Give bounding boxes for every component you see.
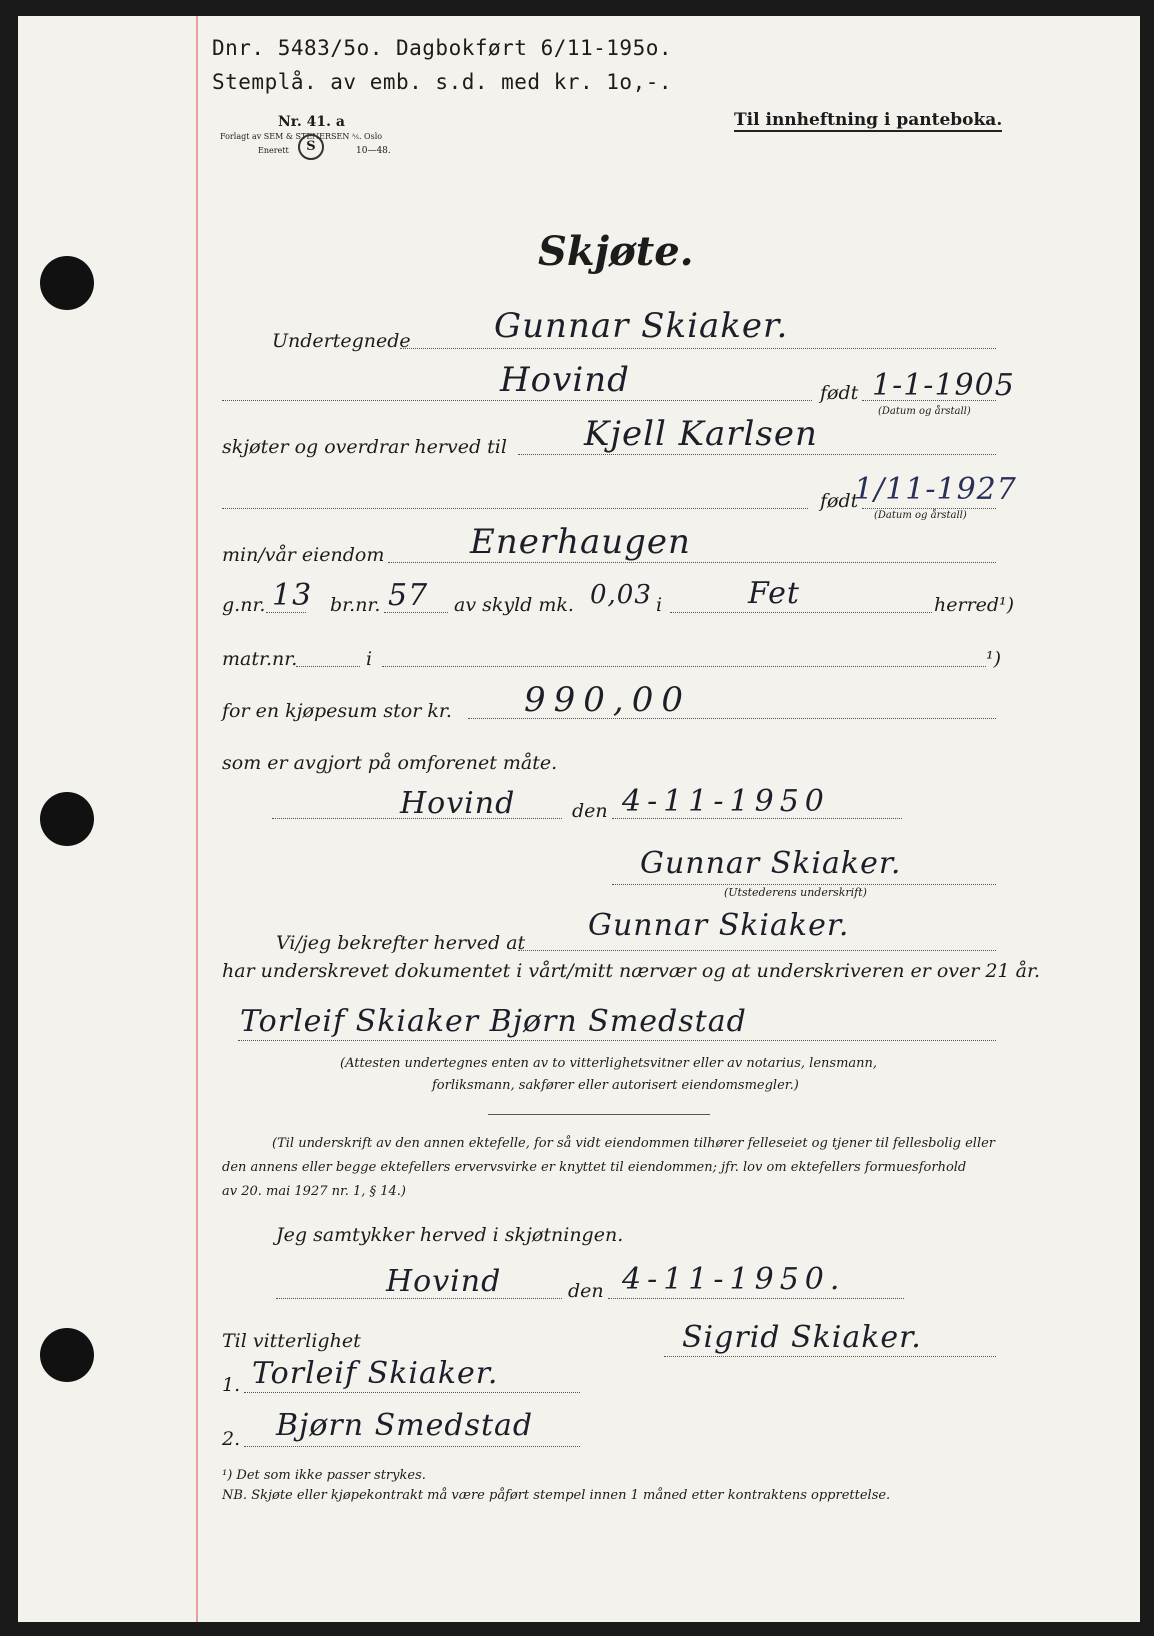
matr-i: i xyxy=(366,648,373,670)
skyld-value: 0,03 xyxy=(590,580,652,610)
eiendom-label: min/vår eiendom xyxy=(222,544,385,566)
den-label: den xyxy=(572,800,608,822)
attest-witness-signatures: Torleif Skiaker Bjørn Smedstad xyxy=(240,1004,747,1039)
herred-label: herred¹) xyxy=(934,594,1015,616)
i-label: i xyxy=(656,594,663,616)
attest-note-1: (Attesten undertegnes enten av to vitterlighetsvitner eller av notarius, lensmann, xyxy=(340,1056,878,1071)
spouse-place-handwritten: Hovind xyxy=(386,1264,502,1299)
seller-place-handwritten: Hovind xyxy=(500,360,630,400)
fodt-label-2: født xyxy=(820,490,859,512)
brnr-value: 57 xyxy=(388,578,429,613)
dotted-line xyxy=(382,666,986,667)
witness-2-number: 2. xyxy=(222,1428,241,1450)
dotted-line xyxy=(222,400,812,401)
witness-1-signature: Torleif Skiaker. xyxy=(252,1356,499,1391)
edition-text: 10—48. xyxy=(356,146,391,156)
date-handwritten: 4-11-1950 xyxy=(622,784,830,819)
spouse-note-3: av 20. mai 1927 nr. 1, § 14.) xyxy=(222,1184,406,1199)
seller-name-handwritten: Gunnar Skiaker. xyxy=(494,306,789,346)
header-right: Til innheftning i panteboka. xyxy=(734,110,1003,130)
dotted-line xyxy=(612,884,996,885)
punch-hole-middle xyxy=(40,792,94,846)
datum-hint: (Datum og årstall) xyxy=(878,406,971,417)
witness-2-signature: Bjørn Smedstad xyxy=(276,1408,534,1443)
spouse-den-label: den xyxy=(568,1280,604,1302)
dotted-line xyxy=(244,1392,580,1393)
dotted-line xyxy=(388,562,996,563)
attest-note-2: forliksmann, sakfører eller autorisert eiendomsmegler.) xyxy=(432,1078,799,1093)
publisher-text: Forlagt av SEM & STENERSEN ⅍. Oslo xyxy=(220,132,383,141)
kjopesum-value: 990,00 xyxy=(524,680,691,720)
witness-label: Til vitterlighet xyxy=(222,1330,361,1352)
issuer-sig-label: (Utstederens underskrift) xyxy=(724,886,867,899)
skjoter-label: skjøter og overdrar herved til xyxy=(222,436,507,458)
brnr-label: br.nr. xyxy=(330,594,381,616)
fodt-label: født xyxy=(820,382,859,404)
margin-line xyxy=(196,16,198,1622)
herred-value: Fet xyxy=(748,576,800,611)
punch-hole-top xyxy=(40,256,94,310)
footnote-2: NB. Skjøte eller kjøpekontrakt må være påført stempel innen 1 måned etter kontraktens opprettelse. xyxy=(222,1488,891,1503)
attest-label: Vi/jeg bekrefter herved at xyxy=(276,932,526,954)
avgjort-text: som er avgjort på omforenet måte. xyxy=(222,752,558,774)
matr-label: matr.nr. xyxy=(222,648,298,670)
matr-end: ¹) xyxy=(986,648,1002,670)
form-number: Nr. 41. a xyxy=(278,114,345,130)
separator xyxy=(488,1114,710,1115)
attest-name-handwritten: Gunnar Skiaker. xyxy=(588,908,850,943)
place-handwritten: Hovind xyxy=(400,786,516,821)
dotted-line xyxy=(664,1356,996,1357)
witness-1-number: 1. xyxy=(222,1374,241,1396)
gnr-label: g.nr. xyxy=(222,594,266,616)
spouse-date-handwritten: 4-11-1950. xyxy=(622,1262,846,1297)
dotted-line xyxy=(608,1298,904,1299)
datum-hint-2: (Datum og årstall) xyxy=(874,510,967,521)
issuer-signature: Gunnar Skiaker. xyxy=(640,846,902,881)
typed-header-line-1: Dnr. 5483/5o. Dagbokført 6/11-195o. xyxy=(212,36,673,60)
kjopesum-label: for en kjøpesum stor kr. xyxy=(222,700,452,722)
dotted-line xyxy=(222,508,808,509)
eiendom-handwritten: Enerhaugen xyxy=(470,522,691,562)
dotted-line xyxy=(518,454,996,455)
dotted-line xyxy=(400,348,996,349)
skyld-label: av skyld mk. xyxy=(454,594,574,616)
publisher-logo-icon: S xyxy=(298,134,324,160)
gnr-value: 13 xyxy=(272,578,313,613)
dotted-line xyxy=(238,1040,996,1041)
buyer-birth-handwritten: 1/11-1927 xyxy=(854,472,1017,507)
spouse-note-2: den annens eller begge ektefellers ervervsvirke er knyttet til eiendommen; jfr. lov om ektefellers formuesforhold xyxy=(222,1160,967,1175)
page-title: Skjøte. xyxy=(538,228,694,275)
footnote-1: ¹) Det som ikke passer strykes. xyxy=(222,1468,426,1483)
dotted-line xyxy=(296,666,360,667)
dotted-line xyxy=(518,950,996,951)
dotted-line xyxy=(862,508,996,509)
seller-birth-handwritten: 1-1-1905 xyxy=(872,368,1015,403)
dotted-line xyxy=(244,1446,580,1447)
undertegnede-label: Undertegnede xyxy=(272,330,411,352)
attest-line-2: har underskrevet dokumentet i vårt/mitt nærvær og at underskriveren er over 21 år. xyxy=(222,960,1040,982)
buyer-name-handwritten: Kjell Karlsen xyxy=(584,414,818,454)
punch-hole-bottom xyxy=(40,1328,94,1382)
spouse-signature: Sigrid Skiaker. xyxy=(682,1320,922,1355)
typed-header-line-2: Stemplå. av emb. s.d. med kr. 1o,-. xyxy=(212,70,673,94)
enerett-text: Enerett xyxy=(258,146,289,155)
dotted-line xyxy=(670,612,932,613)
spouse-note-1: (Til underskrift av den annen ektefelle, for så vidt eiendommen tilhører felleseiet og tjener til fellesbolig eller xyxy=(272,1136,996,1151)
consent-text: Jeg samtykker herved i skjøtningen. xyxy=(276,1224,624,1246)
